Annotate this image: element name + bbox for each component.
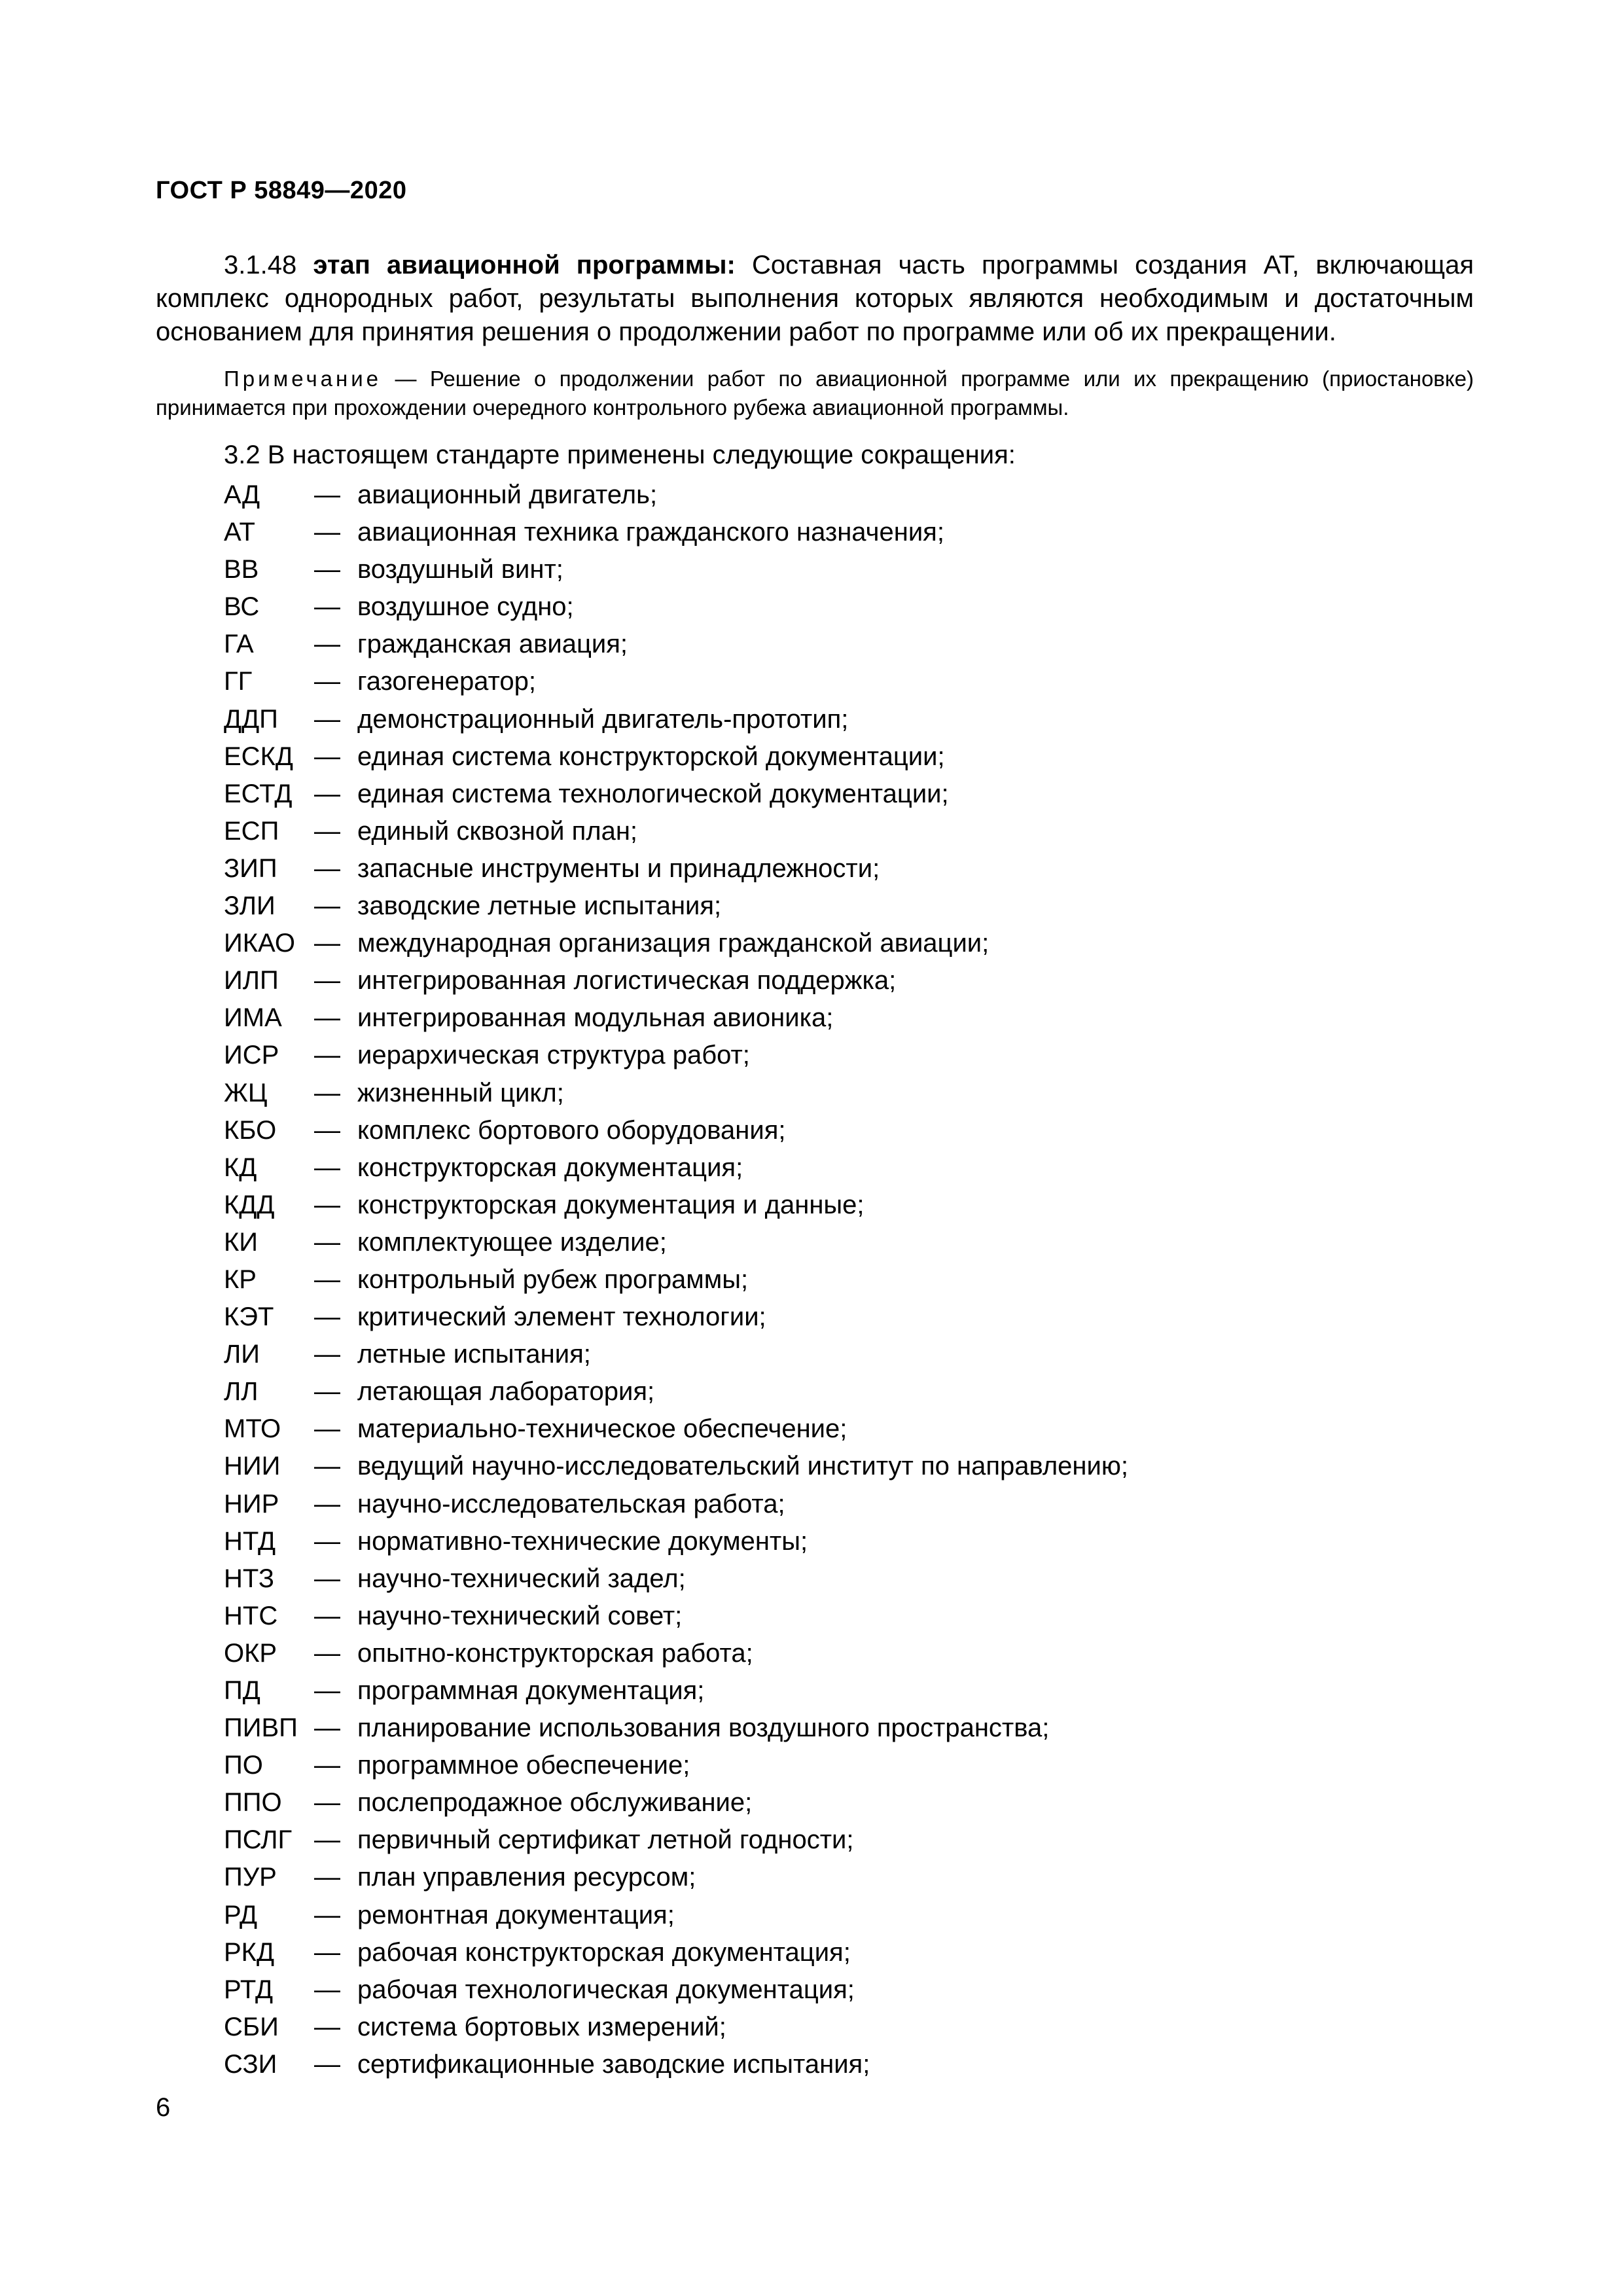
abbreviation-code: ВС (224, 592, 260, 622)
abbreviation-dash: — (314, 1601, 340, 1630)
abbreviation-dash: — (314, 891, 340, 921)
abbreviation-code: АТ (224, 518, 255, 547)
abbreviation-code: ПД (224, 1676, 260, 1705)
abbreviation-dash: — (314, 1564, 340, 1593)
abbreviation-row (224, 1450, 1128, 1487)
abbreviation-meaning: программное обеспечение; (357, 1751, 690, 1780)
abbreviation-meaning: ведущий научно-исследовательский институт по направлению; (357, 1452, 1128, 1481)
abbreviation-meaning: комплекс бортового оборудования; (357, 1115, 786, 1145)
abbreviation-meaning: опытно-конструкторская работа; (357, 1638, 753, 1668)
abbreviation-row (224, 1712, 1128, 1749)
abbreviation-dash: — (314, 1676, 340, 1705)
abbreviation-meaning: послепродажное обслуживание; (357, 1788, 753, 1818)
abbreviation-dash: — (314, 742, 340, 771)
abbreviation-dash: — (314, 1526, 340, 1556)
abbreviation-code: ЛИ (224, 1340, 260, 1369)
abbreviation-row (224, 889, 1128, 927)
abbreviation-code: НИР (224, 1489, 279, 1518)
abbreviation-row (224, 1525, 1128, 1562)
abbreviation-meaning: первичный сертификат летной годности; (357, 1825, 854, 1855)
abbreviation-code: ПО (224, 1751, 263, 1780)
abbreviation-meaning: рабочая конструкторская документация; (357, 1937, 851, 1967)
abbreviation-meaning: планирование использования воздушного пространства; (357, 1713, 1050, 1743)
abbreviation-dash: — (314, 1863, 340, 1892)
abbreviation-meaning: критический элемент технологии; (357, 1302, 766, 1332)
abbreviation-dash: — (314, 1452, 340, 1481)
abbreviation-dash: — (314, 779, 340, 808)
abbreviation-meaning: гражданская авиация; (357, 630, 628, 659)
abbreviation-meaning: летающая лаборатория; (357, 1377, 655, 1407)
abbreviation-row (224, 1600, 1128, 1637)
abbreviation-row (224, 628, 1128, 665)
abbreviation-row (224, 1001, 1128, 1039)
abbreviation-meaning: летные испытания; (357, 1340, 591, 1369)
abbreviation-row (224, 703, 1128, 740)
document-header: ГОСТ Р 58849—2020 (156, 177, 407, 204)
abbreviation-row (224, 1039, 1128, 1076)
abbreviation-row (224, 1562, 1128, 1600)
abbreviation-row (224, 665, 1128, 702)
abbreviation-code: ПУР (224, 1863, 277, 1892)
abbreviation-row (224, 1899, 1128, 1936)
abbreviation-meaning: научно-исследовательская работа; (357, 1489, 785, 1518)
abbreviation-dash: — (314, 853, 340, 883)
abbreviation-code: КДД (224, 1190, 275, 1219)
abbreviation-dash: — (314, 1078, 340, 1107)
abbreviation-row (224, 1637, 1128, 1674)
abbreviations-intro: 3.2 В настоящем стандарте применены следующие сокращения: (224, 440, 1016, 469)
abbreviation-code: ЕСП (224, 816, 279, 846)
abbreviation-dash: — (314, 1975, 340, 2004)
abbreviation-dash: — (314, 1265, 340, 1294)
abbreviation-code: ЛЛ (224, 1377, 259, 1407)
abbreviation-dash: — (314, 1713, 340, 1743)
abbreviation-meaning: рабочая технологическая документация; (357, 1975, 855, 2004)
abbreviation-dash: — (314, 1489, 340, 1518)
abbreviation-dash: — (314, 1115, 340, 1145)
note-text: — Решение о продолжении работ по авиационной программе или их прекращению (приостановке) принимается при прохождении очередного контрольного рубежа авиационной программы. (156, 367, 1474, 420)
abbreviation-row (224, 1749, 1128, 1786)
abbreviation-code: СЗИ (224, 2049, 277, 2079)
abbreviation-dash: — (314, 630, 340, 659)
abbreviation-row (224, 778, 1128, 815)
abbreviation-meaning: воздушный винт; (357, 555, 563, 584)
abbreviation-meaning: единый сквозной план; (357, 816, 638, 846)
abbreviation-row (224, 1786, 1128, 1823)
abbreviation-row (224, 1338, 1128, 1375)
abbreviation-code: КИ (224, 1227, 259, 1257)
abbreviation-meaning: научно-технический совет; (357, 1601, 683, 1630)
abbreviation-meaning: научно-технический задел; (357, 1564, 686, 1593)
abbreviation-code: ИСР (224, 1041, 279, 1070)
abbreviation-row (224, 1226, 1128, 1263)
abbreviation-row (224, 1151, 1128, 1189)
abbreviation-dash: — (314, 966, 340, 996)
abbreviation-dash: — (314, 816, 340, 846)
abbreviation-code: ОКР (224, 1638, 277, 1668)
abbreviation-code: ИМА (224, 1003, 282, 1033)
abbreviation-meaning: авиационная техника гражданского назначения; (357, 518, 944, 547)
abbreviation-meaning: интегрированная логистическая поддержка; (357, 966, 897, 996)
abbreviation-meaning: газогенератор; (357, 667, 537, 696)
abbreviation-meaning: единая система конструкторской документации; (357, 742, 945, 771)
abbreviation-row (224, 927, 1128, 964)
abbreviation-row (224, 1263, 1128, 1300)
abbreviation-row (224, 815, 1128, 852)
abbreviation-meaning: жизненный цикл; (357, 1078, 564, 1107)
abbreviation-meaning: заводские летные испытания; (357, 891, 722, 921)
abbreviation-row (224, 852, 1128, 889)
abbreviation-meaning: сертификационные заводские испытания; (357, 2049, 870, 2079)
abbreviation-code: СБИ (224, 2012, 279, 2041)
note-paragraph (156, 365, 1474, 422)
abbreviation-meaning: запасные инструменты и принадлежности; (357, 853, 880, 883)
note-label: Примечание (224, 367, 382, 391)
abbreviation-row (224, 964, 1128, 1001)
abbreviation-meaning: план управления ресурсом; (357, 1863, 696, 1892)
abbreviation-dash: — (314, 1751, 340, 1780)
abbreviation-row (224, 1936, 1128, 1973)
abbreviation-meaning: единая система технологической документации; (357, 779, 949, 808)
abbreviation-code: КЭТ (224, 1302, 274, 1332)
abbreviation-row (224, 1412, 1128, 1450)
abbreviation-row (224, 1077, 1128, 1114)
abbreviation-row (224, 1375, 1128, 1412)
abbreviation-code: ГГ (224, 667, 253, 696)
abbreviation-dash: — (314, 1825, 340, 1855)
abbreviation-code: РКД (224, 1937, 275, 1967)
abbreviation-dash: — (314, 667, 340, 696)
abbreviation-meaning: система бортовых измерений; (357, 2012, 726, 2041)
abbreviation-code: НТД (224, 1526, 276, 1556)
abbreviation-dash: — (314, 555, 340, 584)
abbreviation-code: КБО (224, 1115, 277, 1145)
abbreviation-row (224, 1189, 1128, 1226)
definition-term: этап авиационной программы: (313, 251, 736, 279)
abbreviation-meaning: программная документация; (357, 1676, 705, 1705)
abbreviation-code: МТО (224, 1414, 281, 1444)
abbreviation-code: РТД (224, 1975, 274, 2004)
abbreviation-dash: — (314, 1900, 340, 1929)
abbreviation-code: ИКАО (224, 929, 295, 958)
abbreviation-dash: — (314, 2049, 340, 2079)
abbreviation-row (224, 1973, 1128, 2011)
abbreviation-meaning: контрольный рубеж программы; (357, 1265, 749, 1294)
abbreviation-dash: — (314, 1190, 340, 1219)
abbreviation-code: ВВ (224, 555, 259, 584)
abbreviation-meaning: нормативно-технические документы; (357, 1526, 808, 1556)
abbreviation-dash: — (314, 1638, 340, 1668)
definition-number: 3.1.48 (224, 251, 297, 279)
abbreviation-code: ЗИП (224, 853, 277, 883)
abbreviation-dash: — (314, 929, 340, 958)
abbreviation-row (224, 1674, 1128, 1712)
abbreviation-code: ЖЦ (224, 1078, 268, 1107)
abbreviation-dash: — (314, 592, 340, 622)
abbreviation-meaning: воздушное судно; (357, 592, 574, 622)
abbreviation-meaning: интегрированная модульная авионика; (357, 1003, 834, 1033)
abbreviation-code: ПИВП (224, 1713, 298, 1743)
abbreviation-row (224, 516, 1128, 553)
abbreviation-row (224, 1861, 1128, 1898)
abbreviation-dash: — (314, 480, 340, 509)
abbreviation-code: ГА (224, 630, 254, 659)
abbreviation-dash: — (314, 1041, 340, 1070)
abbreviation-row (224, 2011, 1128, 2048)
abbreviation-dash: — (314, 1340, 340, 1369)
abbreviation-code: ПСЛГ (224, 1825, 293, 1855)
abbreviation-code: ИЛП (224, 966, 279, 996)
abbreviation-row (224, 2048, 1128, 2085)
abbreviation-dash: — (314, 1153, 340, 1182)
abbreviation-dash: — (314, 1003, 340, 1033)
abbreviation-meaning: ремонтная документация; (357, 1900, 675, 1929)
abbreviation-dash: — (314, 1414, 340, 1444)
abbreviations-list (224, 478, 1128, 2085)
abbreviation-row (224, 1114, 1128, 1151)
abbreviation-row (224, 1300, 1128, 1338)
abbreviation-meaning: авиационный двигатель; (357, 480, 658, 509)
abbreviation-meaning: конструкторская документация и данные; (357, 1190, 865, 1219)
abbreviation-dash: — (314, 1937, 340, 1967)
abbreviation-row (224, 553, 1128, 590)
abbreviation-code: ЕСКД (224, 742, 293, 771)
abbreviation-meaning: демонстрационный двигатель-прототип; (357, 704, 849, 734)
abbreviation-code: АД (224, 480, 260, 509)
abbreviation-dash: — (314, 518, 340, 547)
abbreviation-code: НИИ (224, 1452, 281, 1481)
abbreviation-meaning: конструкторская документация; (357, 1153, 743, 1182)
abbreviation-row (224, 590, 1128, 628)
abbreviation-code: ЕСТД (224, 779, 293, 808)
abbreviation-dash: — (314, 2012, 340, 2041)
abbreviation-dash: — (314, 704, 340, 734)
abbreviation-row (224, 1488, 1128, 1525)
definition-paragraph (156, 249, 1474, 349)
abbreviation-code: КД (224, 1153, 257, 1182)
abbreviation-row (224, 1823, 1128, 1861)
abbreviation-meaning: международная организация гражданской авиации; (357, 929, 990, 958)
abbreviation-code: НТЗ (224, 1564, 275, 1593)
abbreviation-dash: — (314, 1302, 340, 1332)
abbreviation-meaning: комплектующее изделие; (357, 1227, 667, 1257)
abbreviation-code: ДДП (224, 704, 278, 734)
abbreviation-code: РД (224, 1900, 258, 1929)
abbreviation-code: ППО (224, 1788, 282, 1818)
page-number: 6 (156, 2093, 171, 2122)
abbreviation-row (224, 478, 1128, 516)
abbreviation-code: КР (224, 1265, 257, 1294)
abbreviation-dash: — (314, 1227, 340, 1257)
abbreviation-meaning: материально-техническое обеспечение; (357, 1414, 847, 1444)
abbreviation-row (224, 740, 1128, 778)
abbreviation-code: ЗЛИ (224, 891, 276, 921)
abbreviation-meaning: иерархическая структура работ; (357, 1041, 750, 1070)
abbreviation-dash: — (314, 1788, 340, 1818)
abbreviation-code: НТС (224, 1601, 278, 1630)
definition-text: Составная часть программы создания АТ, включающая комплекс однородных работ, результаты выполнения которых являются необходимым и достаточным основанием для принятия решения о продолжении работ по программе или об их прекращении. (156, 251, 1474, 346)
abbreviation-dash: — (314, 1377, 340, 1407)
